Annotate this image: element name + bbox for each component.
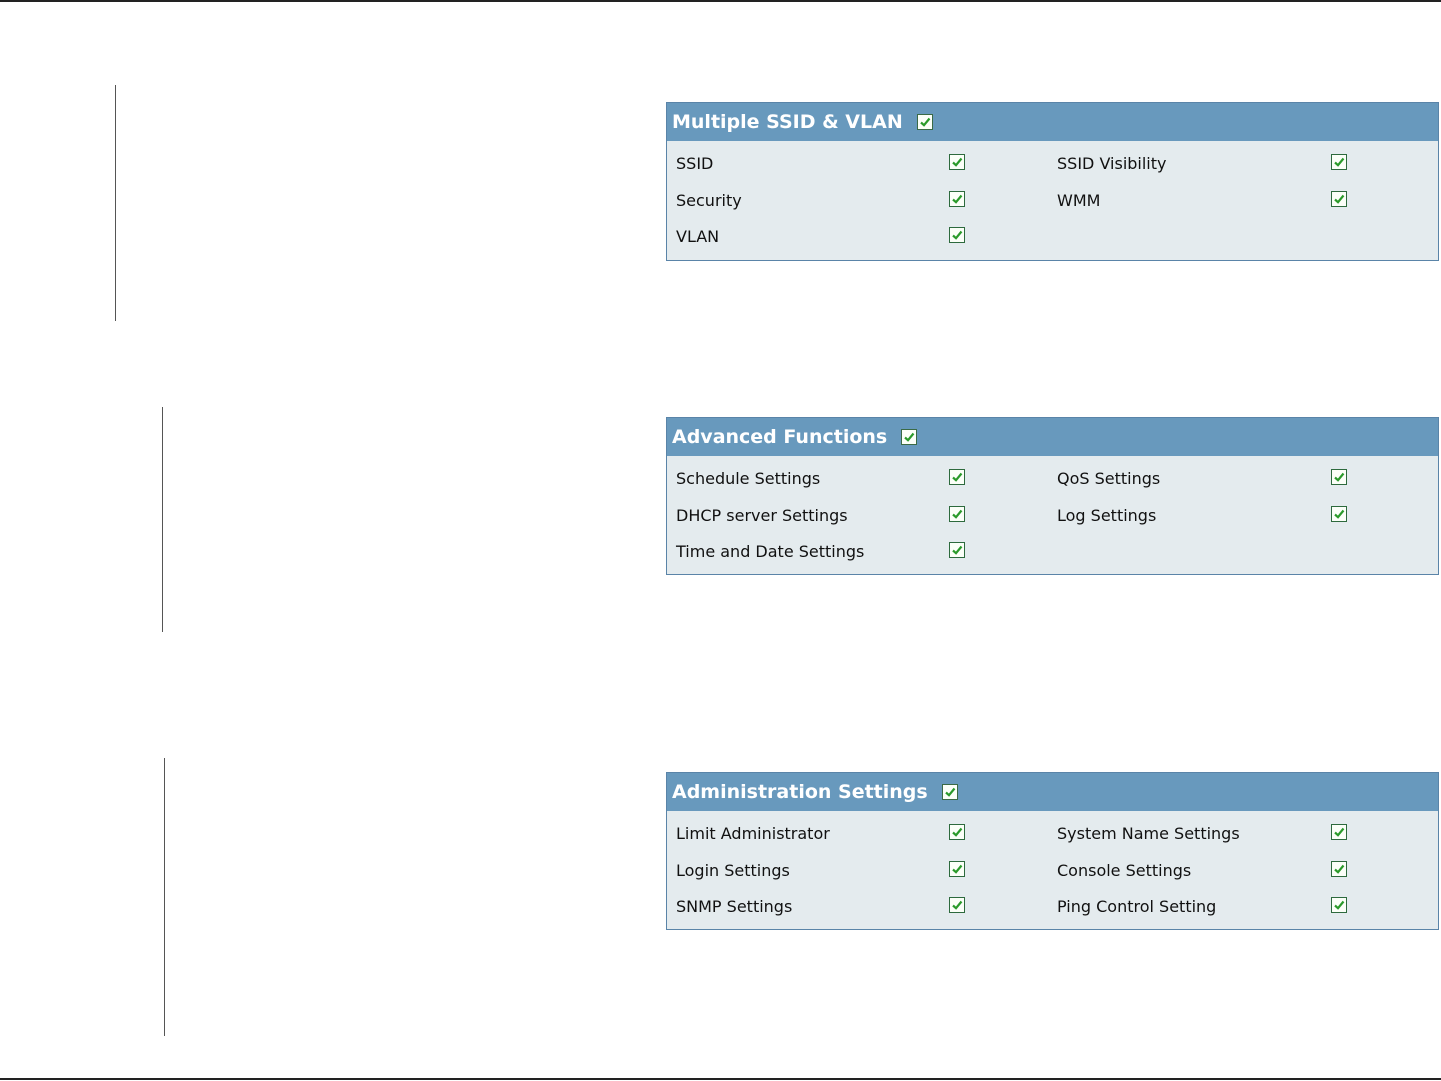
option-row <box>667 497 1438 534</box>
option-checkbox[interactable] <box>949 861 965 877</box>
panel-body <box>667 456 1438 570</box>
option-checkbox[interactable] <box>1331 191 1347 207</box>
option-row <box>667 460 1438 497</box>
option-row <box>667 218 1438 255</box>
panel-body <box>667 141 1438 255</box>
checkmark-icon <box>1333 193 1345 205</box>
panel-header <box>667 103 1438 141</box>
checkmark-icon <box>951 193 963 205</box>
checkmark-icon <box>951 508 963 520</box>
administration-settings-panel <box>666 772 1439 930</box>
option-checkbox[interactable] <box>949 191 965 207</box>
option-label: WMM <box>1057 190 1101 210</box>
checkmark-icon <box>951 471 963 483</box>
option-label: Schedule Settings <box>676 469 821 488</box>
option-row <box>667 815 1438 852</box>
option-label: SSID <box>676 154 714 173</box>
checkmark-icon <box>944 786 956 798</box>
option-checkbox[interactable] <box>949 227 965 243</box>
option-checkbox[interactable] <box>949 897 965 913</box>
option-label: Limit Administrator <box>676 824 830 843</box>
option-checkbox[interactable] <box>949 542 965 558</box>
checkmark-icon <box>1333 471 1345 483</box>
option-row <box>667 145 1438 182</box>
option-label: Time and Date Settings <box>676 542 865 561</box>
checkmark-icon <box>1333 826 1345 838</box>
checkmark-icon <box>951 863 963 875</box>
panel-title: Administration Settings <box>672 781 928 803</box>
checkmark-icon <box>951 544 963 556</box>
panel-header <box>667 773 1438 811</box>
checkmark-icon <box>951 826 963 838</box>
advanced-functions-panel <box>666 417 1439 575</box>
option-label: VLAN <box>676 227 720 246</box>
option-label: System Name Settings <box>1057 824 1240 843</box>
panel-title: Multiple SSID & VLAN <box>672 111 903 133</box>
checkmark-icon <box>951 229 963 241</box>
option-label: SNMP Settings <box>676 897 793 916</box>
option-checkbox[interactable] <box>1331 469 1347 485</box>
panel-title: Advanced Functions <box>672 426 888 448</box>
multiple-ssid-vlan-panel <box>666 102 1439 261</box>
option-checkbox[interactable] <box>949 506 965 522</box>
option-checkbox[interactable] <box>1331 154 1347 170</box>
option-checkbox[interactable] <box>1331 861 1347 877</box>
bottom-rule <box>0 1078 1441 1080</box>
option-checkbox[interactable] <box>949 824 965 840</box>
select-all-checkbox[interactable] <box>942 784 958 800</box>
option-label: Ping Control Setting <box>1057 897 1217 916</box>
select-all-checkbox[interactable] <box>901 429 917 445</box>
checkmark-icon <box>951 899 963 911</box>
option-label: Login Settings <box>676 860 790 880</box>
option-checkbox[interactable] <box>949 154 965 170</box>
option-checkbox[interactable] <box>949 469 965 485</box>
option-label: Security <box>676 190 742 210</box>
option-label: Log Settings <box>1057 505 1157 525</box>
option-row <box>667 533 1438 570</box>
checkmark-icon <box>919 116 931 128</box>
option-row <box>667 182 1438 219</box>
top-rule <box>0 0 1441 2</box>
left-divider <box>115 85 116 321</box>
option-checkbox[interactable] <box>1331 824 1347 840</box>
left-divider <box>162 407 163 632</box>
option-label: QoS Settings <box>1057 469 1161 488</box>
option-row <box>667 852 1438 889</box>
option-checkbox[interactable] <box>1331 506 1347 522</box>
option-label: Console Settings <box>1057 860 1192 880</box>
option-label: DHCP server Settings <box>676 505 848 525</box>
option-label: SSID Visibility <box>1057 154 1167 173</box>
checkmark-icon <box>1333 156 1345 168</box>
checkmark-icon <box>1333 863 1345 875</box>
checkmark-icon <box>1333 508 1345 520</box>
option-row <box>667 888 1438 925</box>
checkmark-icon <box>1333 899 1345 911</box>
select-all-checkbox[interactable] <box>917 114 933 130</box>
option-checkbox[interactable] <box>1331 897 1347 913</box>
panel-header <box>667 418 1438 456</box>
checkmark-icon <box>951 156 963 168</box>
left-divider <box>164 758 165 1036</box>
panel-body <box>667 811 1438 925</box>
checkmark-icon <box>903 431 915 443</box>
